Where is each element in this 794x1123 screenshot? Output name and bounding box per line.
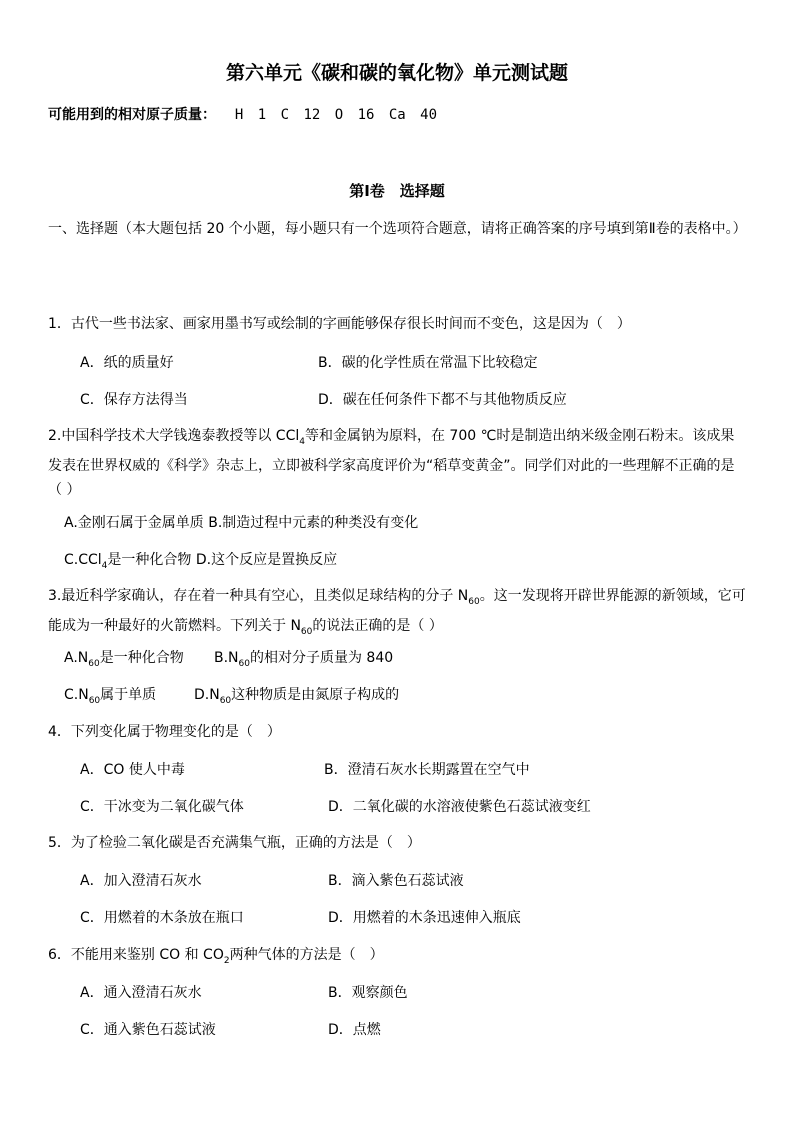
question-5-option-c: C．用燃着的木条放在瓶口 [80,910,244,926]
question-3-stem-part: 3.最近科学家确认，存在着一种具有空心，且类似足球结构的分子 N [48,588,469,604]
question-4-option-c: C．干冰变为二氧化碳气体 [80,799,244,815]
question-1-stem: 1．古代一些书法家、画家用墨书写或绘制的字画能够保存很长时间而不变色，这是因为（ ） [48,316,631,332]
question-3-option-d [194,684,399,706]
question-2-stem [48,424,748,502]
question-5-stem: 5．为了检验二氧化碳是否充满集气瓶，正确的方法是（ ） [48,835,421,851]
question-1-option-d: D．碳在任何条件下都不与其他物质反应 [318,392,567,408]
question-3-option-c [64,684,156,706]
subscript: 60 [88,658,100,669]
subscript: 60 [238,658,250,669]
question-6-option-b: B．观察颜色 [328,985,408,1001]
atomic-mass-label: 可能用到的相对原子质量： [48,107,216,123]
subscript: 4 [299,436,305,447]
question-5-option-b: B．滴入紫色石蕊试液 [328,873,464,889]
option-part: 这种物质是由氮原子构成的 [231,687,400,703]
question-6-option-a: A．通入澄清石灰水 [80,985,202,1001]
question-4-option-d: D．二氧化碳的水溶液使紫色石蕊试液变红 [328,799,591,815]
question-1-option-c: C．保存方法得当 [80,392,188,408]
subscript: 60 [300,626,313,637]
option-part: C.CCl [64,552,102,568]
question-2-options-ab: A.金刚石属于金属单质 B.制造过程中元素的种类没有变化 [64,515,419,531]
question-3-option-b [214,647,393,669]
subscript: 2 [223,955,230,966]
question-3-stem-part: 的说法正确的是（ ） [312,617,443,634]
question-1-option-a: A．纸的质量好 [80,355,174,371]
question-3-stem [48,584,748,644]
question-4-option-b: B．澄清石灰水长期露置在空气中 [324,762,530,778]
subscript: 60 [468,596,480,607]
option-part: B.N [214,650,239,666]
question-6-stem [48,943,748,973]
question-5-option-d: D．用燃着的木条迅速伸入瓶底 [328,910,521,926]
option-part: 是一种化合物 [99,650,184,666]
option-part: 是一种化合物 D.这个反应是置换反应 [107,552,338,568]
option-part: D.N [194,687,220,703]
atomic-mass-line [48,104,437,124]
option-part: 属于单质 [100,687,157,703]
page-title: 第六单元《碳和碳的氧化物》单元测试题 [225,62,568,84]
question-2-stem-part: 等和金属钠为原料，在 700 ℃时是制造出纳米级金刚石粉末。该成果发表在世界权威的《科学》杂志上，立即被科学家高度评价为“稻草变黄金”。同学们对此的一些理解不正确的是（ ） [48,428,735,498]
option-part: A.N [64,650,89,666]
subscript: 4 [101,560,108,571]
question-4-stem: 4．下列变化属于物理变化的是（ ） [48,724,281,740]
atomic-mass-values: H 1 C 12 O 16 Ca 40 [234,107,438,123]
question-1-option-b: B．碳的化学性质在常温下比较稳定 [318,355,538,371]
question-6-stem-part: 两种气体的方法是（ ） [229,947,384,963]
option-part: 的相对分子质量为 840 [249,650,394,666]
option-part: C.N [64,687,89,703]
instructions: 一、选择题（本大题包括 20 个小题，每小题只有一个选项符合题意，请将正确答案的序号填到第Ⅱ卷的表格中。） [48,221,747,237]
subscript: 60 [88,695,101,706]
section-title: 第Ⅰ卷 选择题 [349,182,445,200]
question-4-option-a: A．CO 使人中毒 [80,762,185,778]
question-6-option-d: D．点燃 [328,1022,381,1038]
question-3-stem-part: 。这一发现将开辟世界能源的新领域，它可能成为一种最好的火箭燃料。下列关于 N [48,588,746,634]
question-5-option-a: A．加入澄清石灰水 [80,873,202,889]
subscript: 60 [219,695,232,706]
question-6-stem-part: 6．不能用来鉴别 CO 和 CO [48,947,224,963]
question-2-options-cd [64,549,337,571]
question-2-stem-part: 2.中国科学技术大学钱逸泰教授等以 CCl [48,428,300,444]
question-6-option-c: C．通入紫色石蕊试液 [80,1022,216,1038]
question-3-option-a [64,647,184,669]
